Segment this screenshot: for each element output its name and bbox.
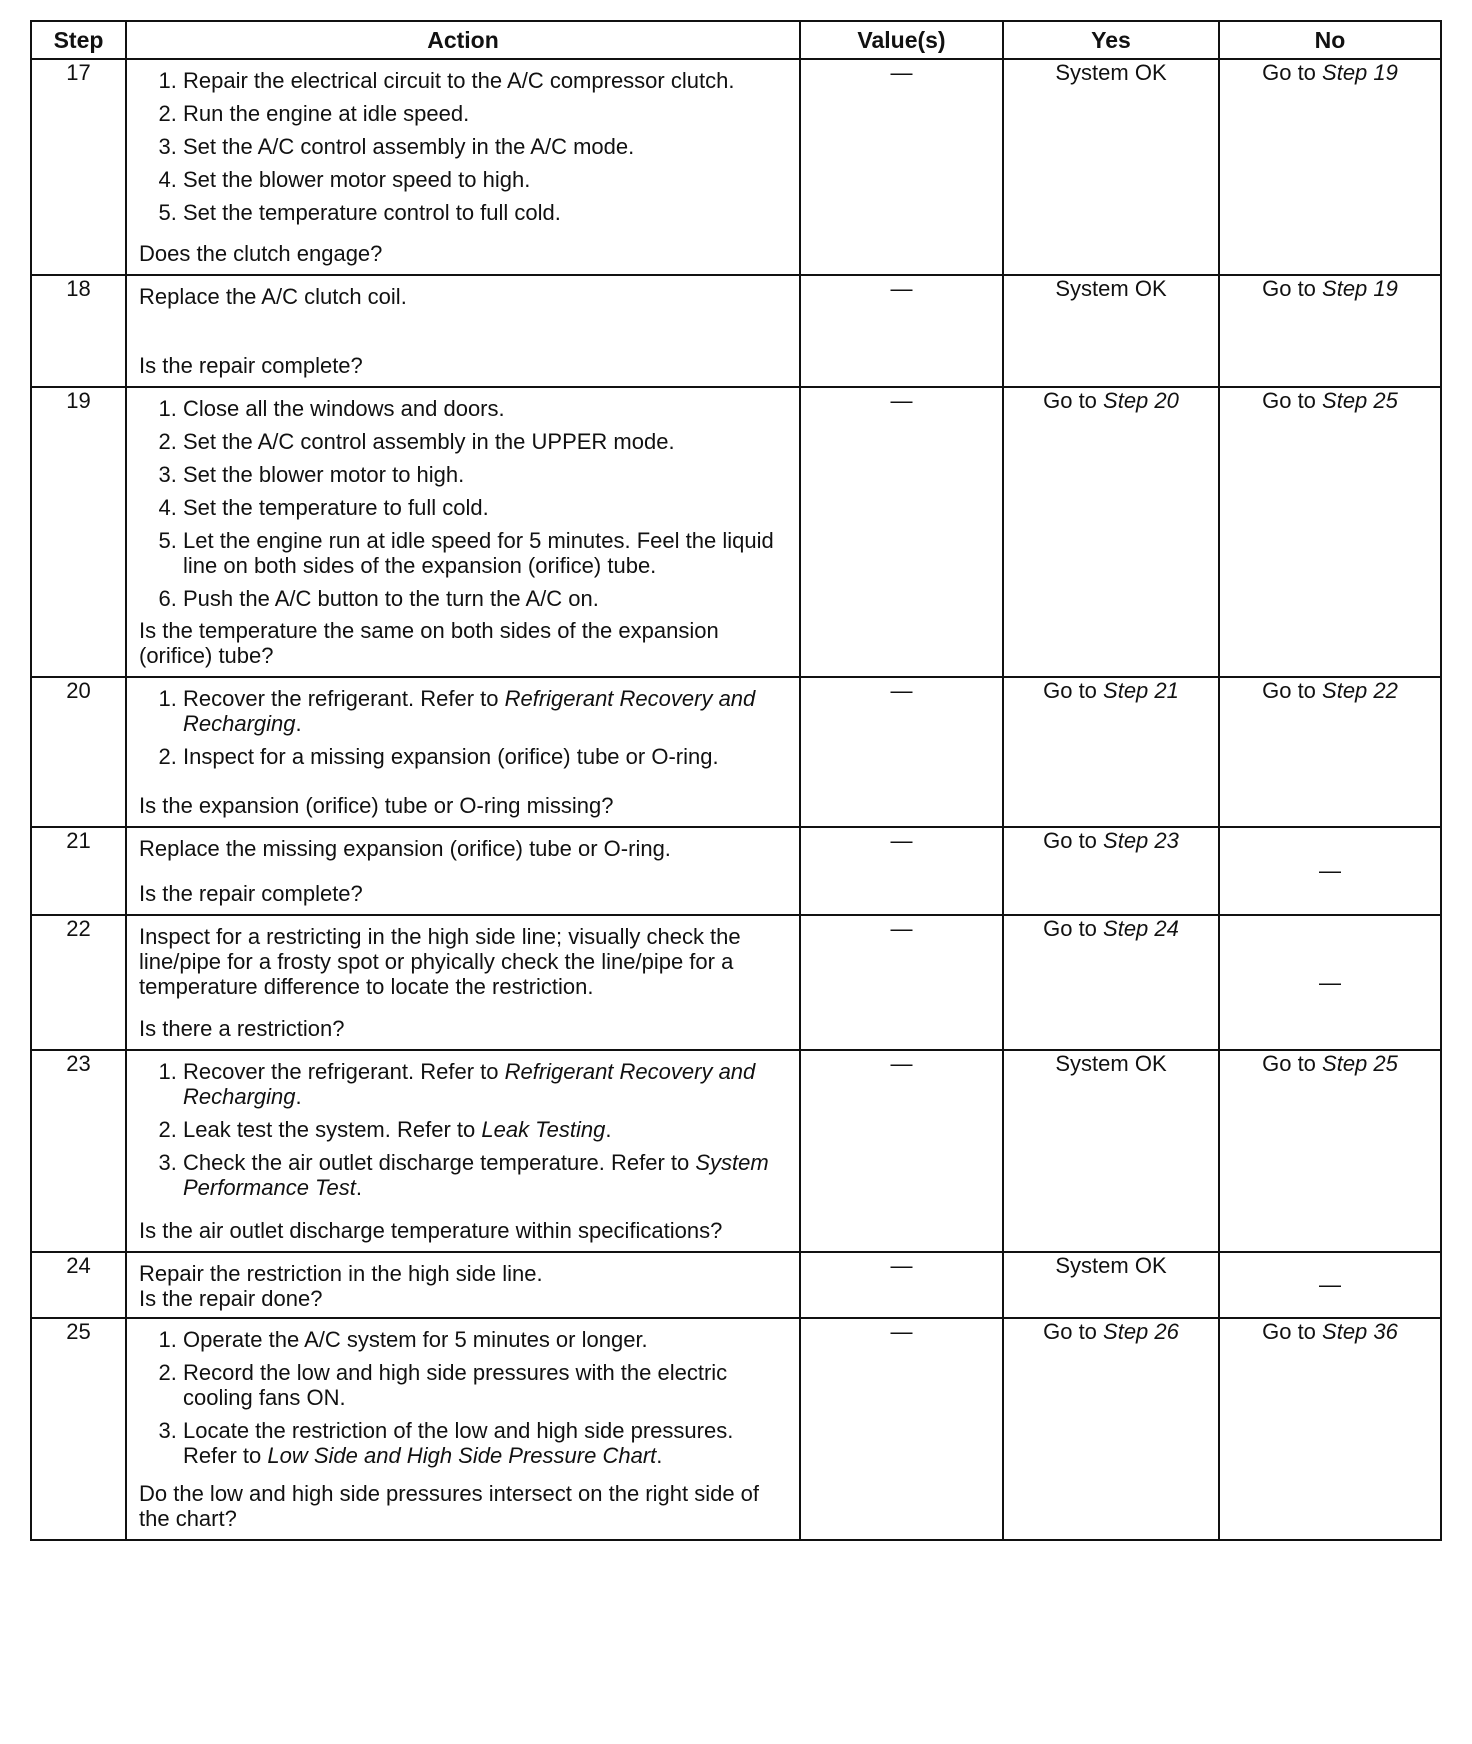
outcome-step-ref: Step 24 xyxy=(1103,916,1179,941)
outcome-prefix: Go to xyxy=(1262,388,1323,413)
step-number: 19 xyxy=(31,387,126,677)
action-question: Is there a restriction? xyxy=(139,1016,345,1041)
action-body xyxy=(139,284,791,309)
yes-outcome xyxy=(1003,387,1219,677)
action-step xyxy=(183,1418,791,1468)
action-step xyxy=(183,1059,791,1109)
action-step xyxy=(183,1360,791,1410)
action-step: 1. Repair the electrical circuit to the A/C compressor clutch. xyxy=(183,68,791,93)
value-cell: — xyxy=(800,827,1003,915)
action-question: Is the repair complete? xyxy=(139,881,363,906)
action-step xyxy=(183,1117,791,1142)
value-cell: — xyxy=(800,1050,1003,1252)
no-outcome xyxy=(1219,387,1441,677)
action-step-text: Locate the restriction of the low and high side pressures. Refer to xyxy=(183,1418,734,1468)
action-body xyxy=(139,1327,791,1468)
outcome-prefix: Go to xyxy=(1262,1051,1323,1076)
outcome-step-ref: Step 19 xyxy=(1322,276,1398,301)
outcome-prefix: Go to xyxy=(1043,828,1104,853)
action-steps-list xyxy=(139,1327,791,1468)
action-cell xyxy=(126,59,800,275)
no-outcome xyxy=(1219,1318,1441,1540)
action-step-text: Record the low and high side pressures with the electric cooling fans ON. xyxy=(183,1360,728,1410)
table-row xyxy=(31,1050,1441,1252)
action-body xyxy=(139,1059,791,1200)
outcome-prefix: Go to xyxy=(1262,276,1323,301)
outcome-prefix: Go to xyxy=(1043,678,1104,703)
outcome-step-ref: Step 19 xyxy=(1322,60,1398,85)
step-number: 21 xyxy=(31,827,126,915)
action-step-text: Leak test the system. Refer to xyxy=(183,1117,482,1142)
outcome-prefix: Go to xyxy=(1043,388,1104,413)
value-cell: — xyxy=(800,1318,1003,1540)
header-no: No xyxy=(1219,21,1441,59)
action-step: 3. Set the A/C control assembly in the A/C mode. xyxy=(183,134,791,159)
action-cell xyxy=(126,387,800,677)
action-body xyxy=(139,1261,791,1286)
step-number: 22 xyxy=(31,915,126,1050)
action-step-tail: . xyxy=(605,1117,612,1142)
action-body xyxy=(139,836,791,861)
step-number: 25 xyxy=(31,1318,126,1540)
action-cell xyxy=(126,827,800,915)
table-body xyxy=(31,59,1441,1540)
action-question: Does the clutch engage? xyxy=(139,241,383,266)
outcome-step-ref: Step 25 xyxy=(1322,1051,1398,1076)
outcome-step-ref: Step 26 xyxy=(1103,1319,1179,1344)
action-step-text: Check the air outlet discharge temperature. Refer to xyxy=(183,1150,696,1175)
header-values: Value(s) xyxy=(800,21,1003,59)
no-outcome xyxy=(1219,1252,1441,1318)
table-row xyxy=(31,1252,1441,1318)
yes-outcome xyxy=(1003,827,1219,915)
table-row xyxy=(31,1318,1441,1540)
outcome-prefix: Go to xyxy=(1043,916,1104,941)
action-step: 2. Run the engine at idle speed. xyxy=(183,101,791,126)
action-step xyxy=(183,686,791,736)
action-text: Inspect for a restricting in the high side line; visually check the line/pipe for a frosty spot or phyically check the line/pipe for a temperature difference to locate the restriction. xyxy=(139,924,741,999)
step-number: 17 xyxy=(31,59,126,275)
action-step-text: Operate the A/C system for 5 minutes or longer. xyxy=(183,1327,648,1352)
outcome-text: System OK xyxy=(1055,1051,1167,1076)
action-question: Is the temperature the same on both sides of the expansion (orifice) tube? xyxy=(139,618,719,668)
outcome-text: — xyxy=(1319,1272,1341,1297)
no-outcome xyxy=(1219,827,1441,915)
value-cell: — xyxy=(800,387,1003,677)
action-step-tail: . xyxy=(656,1443,663,1468)
outcome-step-ref: Step 20 xyxy=(1103,388,1179,413)
action-question: Is the repair done? xyxy=(139,1286,323,1311)
yes-outcome xyxy=(1003,59,1219,275)
action-step: 2. Set the A/C control assembly in the UPPER mode. xyxy=(183,429,791,454)
yes-outcome xyxy=(1003,677,1219,827)
outcome-step-ref: Step 36 xyxy=(1322,1319,1398,1344)
action-content xyxy=(127,916,799,1047)
outcome-text: System OK xyxy=(1055,276,1167,301)
header-yes: Yes xyxy=(1003,21,1219,59)
action-steps-list xyxy=(139,1059,791,1200)
action-step xyxy=(183,1150,791,1200)
header-action: Action xyxy=(126,21,800,59)
no-outcome xyxy=(1219,915,1441,1050)
outcome-prefix: Go to xyxy=(1262,678,1323,703)
header-step: Step xyxy=(31,21,126,59)
action-cell xyxy=(126,1318,800,1540)
outcome-step-ref: Step 23 xyxy=(1103,828,1179,853)
outcome-text: — xyxy=(1319,969,1341,995)
yes-outcome xyxy=(1003,1050,1219,1252)
action-step-text: Recover the refrigerant. Refer to xyxy=(183,1059,505,1084)
table-row xyxy=(31,677,1441,827)
action-text: Repair the restriction in the high side line. xyxy=(139,1261,543,1286)
yes-outcome xyxy=(1003,915,1219,1050)
action-question: Is the air outlet discharge temperature within specifications? xyxy=(139,1218,723,1243)
action-question: Do the low and high side pressures intersect on the right side of the chart? xyxy=(139,1481,760,1531)
action-steps-list xyxy=(139,396,791,611)
action-step-reference: System Performance Test xyxy=(183,1150,769,1200)
action-steps-list xyxy=(139,686,791,769)
action-step-text: Recover the refrigerant. Refer to xyxy=(183,686,505,711)
table-row xyxy=(31,915,1441,1050)
outcome-step-ref: Step 22 xyxy=(1322,678,1398,703)
yes-outcome xyxy=(1003,1318,1219,1540)
step-number: 24 xyxy=(31,1252,126,1318)
action-step: 1. Close all the windows and doors. xyxy=(183,396,791,421)
outcome-step-ref: Step 25 xyxy=(1322,388,1398,413)
action-question: Is the expansion (orifice) tube or O-ring missing? xyxy=(139,793,614,818)
step-number: 23 xyxy=(31,1050,126,1252)
action-content xyxy=(127,60,799,272)
action-content xyxy=(127,1253,799,1315)
yes-outcome xyxy=(1003,1252,1219,1318)
outcome-text: System OK xyxy=(1055,1253,1167,1278)
value-cell: — xyxy=(800,677,1003,827)
action-steps-list xyxy=(139,68,791,225)
action-body xyxy=(139,924,791,999)
outcome-prefix: Go to xyxy=(1262,1319,1323,1344)
value-cell: — xyxy=(800,915,1003,1050)
action-content xyxy=(127,1319,799,1537)
action-step: 4. Set the temperature to full cold. xyxy=(183,495,791,520)
table-row xyxy=(31,827,1441,915)
no-outcome xyxy=(1219,275,1441,387)
outcome-prefix: Go to xyxy=(1043,1319,1104,1344)
outcome-prefix: Go to xyxy=(1262,60,1323,85)
value-cell: — xyxy=(800,1252,1003,1318)
action-content xyxy=(127,1051,799,1249)
yes-outcome xyxy=(1003,275,1219,387)
action-content xyxy=(127,388,799,674)
action-body xyxy=(139,686,791,769)
action-cell xyxy=(126,275,800,387)
action-step xyxy=(183,1327,791,1352)
no-outcome xyxy=(1219,677,1441,827)
action-cell xyxy=(126,1050,800,1252)
value-cell: — xyxy=(800,275,1003,387)
action-cell xyxy=(126,1252,800,1318)
action-question: Is the repair complete? xyxy=(139,353,363,378)
action-step: 5. Set the temperature control to full cold. xyxy=(183,200,791,225)
action-step-tail: . xyxy=(355,1175,362,1200)
action-body xyxy=(139,68,791,225)
table-row xyxy=(31,387,1441,677)
action-step: 3. Set the blower motor to high. xyxy=(183,462,791,487)
action-content xyxy=(127,678,799,824)
action-step-tail: . xyxy=(295,711,302,736)
outcome-text: — xyxy=(1319,858,1341,883)
action-content xyxy=(127,276,799,384)
action-content xyxy=(127,828,799,912)
step-number: 18 xyxy=(31,275,126,387)
action-cell xyxy=(126,915,800,1050)
action-step: 5. Let the engine run at idle speed for 5 minutes. Feel the liquid line on both sides of the expansion (orifice) tube. xyxy=(183,528,791,578)
action-text: Replace the A/C clutch coil. xyxy=(139,284,407,309)
action-text: Replace the missing expansion (orifice) tube or O-ring. xyxy=(139,836,671,861)
action-step: 6. Push the A/C button to the turn the A/C on. xyxy=(183,586,791,611)
diagnostic-table xyxy=(30,20,1442,1541)
action-step-reference: Refrigerant Recovery and Recharging xyxy=(183,1059,756,1109)
table-row xyxy=(31,275,1441,387)
action-step-tail: . xyxy=(295,1084,302,1109)
action-body xyxy=(139,396,791,611)
no-outcome xyxy=(1219,59,1441,275)
header-row xyxy=(31,21,1441,59)
action-step-reference: Leak Testing xyxy=(481,1117,606,1142)
outcome-step-ref: Step 21 xyxy=(1103,678,1179,703)
action-step-reference: Low Side and High Side Pressure Chart xyxy=(267,1443,657,1468)
action-cell xyxy=(126,677,800,827)
value-cell: — xyxy=(800,59,1003,275)
action-step-text: Inspect for a missing expansion (orifice) tube or O-ring. xyxy=(183,744,719,769)
outcome-text: System OK xyxy=(1055,60,1167,85)
table-row xyxy=(31,59,1441,275)
action-step-reference: Refrigerant Recovery and Recharging xyxy=(183,686,756,736)
no-outcome xyxy=(1219,1050,1441,1252)
action-step xyxy=(183,744,791,769)
action-step: 4. Set the blower motor speed to high. xyxy=(183,167,791,192)
step-number: 20 xyxy=(31,677,126,827)
